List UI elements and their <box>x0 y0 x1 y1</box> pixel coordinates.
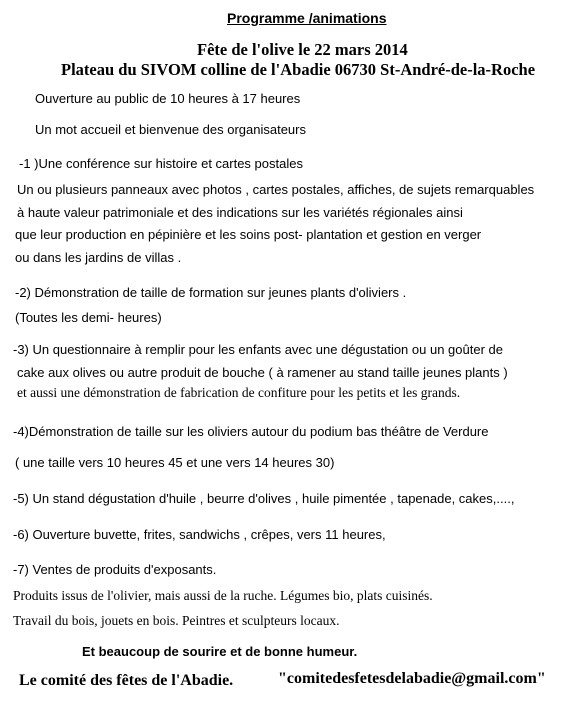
item-4-title: -4)Démonstration de taille sur les oliviers autour du podium bas théâtre de Verdure <box>13 424 489 439</box>
item-7-detail: Produits issus de l'olivier, mais aussi de la ruche. Légumes bio, plats cuisinés. <box>13 588 433 603</box>
item-1-title: -1 )Une conférence sur histoire et cartes postales <box>19 156 303 171</box>
item-3-detail: et aussi une démonstration de fabrication de confiture pour les petits et les grands. <box>17 385 461 400</box>
item-1-detail: ou dans les jardins de villas . <box>15 250 182 265</box>
item-2-detail: (Toutes les demi- heures) <box>15 310 162 325</box>
item-3-detail: cake aux olives ou autre produit de bouche ( à ramener au stand taille jeunes plants ) <box>17 365 508 380</box>
contact-email: "comitedesfetesdelabadie@gmail.com" <box>278 670 546 687</box>
item-6-title: -6) Ouverture buvette, frites, sandwichs , crêpes, vers 11 heures, <box>13 527 386 542</box>
opening-hours: Ouverture au public de 10 heures à 17 heures <box>35 91 301 106</box>
event-location: Plateau du SIVOM colline de l'Abadie 06730 St-André-de-la-Roche <box>61 60 536 79</box>
item-3-title: -3) Un questionnaire à remplir pour les enfants avec une dégustation ou un goûter de <box>13 342 503 357</box>
item-7-detail: Travail du bois, jouets en bois. Peintres et sculpteurs locaux. <box>13 613 340 628</box>
closing-line: Et beaucoup de sourire et de bonne humeur. <box>82 644 358 659</box>
item-1-detail: à haute valeur patrimoniale et des indications sur les variétés régionales ainsi <box>17 205 463 220</box>
item-7-title: -7) Ventes de produits d'exposants. <box>13 562 217 577</box>
welcome-line: Un mot accueil et bienvenue des organisateurs <box>35 122 306 137</box>
programme-title: Programme /animations <box>227 10 387 26</box>
item-1-detail: que leur production en pépinière et les soins post- plantation et gestion en verger <box>15 227 482 242</box>
event-heading: Fête de l'olive le 22 mars 2014 <box>197 40 408 59</box>
item-2-title: -2) Démonstration de taille de formation sur jeunes plants d'oliviers . <box>15 285 407 300</box>
committee-signature: Le comité des fêtes de l'Abadie. <box>19 672 234 689</box>
item-5-title: -5) Un stand dégustation d'huile , beurre d'olives , huile pimentée , tapenade, cakes,...., <box>13 491 515 506</box>
item-1-detail: Un ou plusieurs panneaux avec photos , cartes postales, affiches, de sujets remarquables <box>17 182 535 197</box>
item-4-detail: ( une taille vers 10 heures 45 et une vers 14 heures 30) <box>15 455 335 470</box>
